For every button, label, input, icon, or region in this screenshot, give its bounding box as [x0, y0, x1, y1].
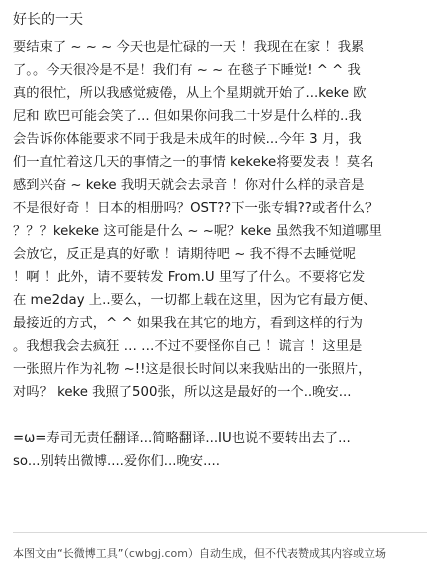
post-line: 一张照片作为礼物 ~!!这是很长时间以来我贴出的一张照片， [13, 362, 372, 377]
footer-prefix: 本图文由“长微博工具”（ [13, 547, 129, 560]
translator-note-line: =ω=寿司无责任翻译...简略翻译...IU也说不要转出去了... [13, 431, 351, 446]
footer-attribution [13, 546, 433, 562]
post-title: 好长的一天 [13, 12, 83, 28]
post-line: 尼和 欧巴可能会笑了... 但如果你问我二十岁是什么样的..我 [13, 109, 362, 124]
post-line: 不是很好奇 ！日本的相册吗？OST??下一张专辑??或者什么？ [13, 201, 379, 216]
post-line: ？？？kekeke 这可能是什么 ~ ~呢？keke 虽然我不知道哪里 [13, 224, 382, 239]
post-line: 会放它，反正是真的好歌 ！请期待吧 ~ 我不得不去睡觉呢 [13, 247, 356, 262]
translator-note-line: so...别转出微博....爱你们...晚安.... [13, 454, 220, 469]
post-line: ！啊 ！此外，请不要转发 From.U 里写了什么。不要将它发 [13, 270, 366, 285]
post-line: 在 me2day 上..要么，一切都上载在这里，因为它有最方便、 [13, 293, 377, 308]
footer-divider [13, 532, 427, 533]
post-line: 最接近的方式，^ ^ 如果我在其它的地方，看到这样的行为 [13, 316, 363, 331]
post-line: 们一直忙着这几天的事情之一的事情 kekeke将要发表 ！莫名 [13, 155, 374, 170]
footer-url: cwbgj.com [128, 547, 188, 560]
post-line: 要结束了 ~ ~ ~ 今天也是忙碌的一天 ！我现在在家 ！我累 [13, 40, 365, 55]
post-line: 了。。今天很冷是不是！我们有 ~ ~ 在毯子下睡觉! ^ ^ 我 [13, 63, 361, 78]
post-line: 对吗？ keke 我照了500张，所以这是最好的一个..晚安... [13, 385, 352, 400]
post-line: 会告诉你体能要求不同于我是未成年的时候...今年 3 月，我 [13, 132, 362, 147]
footer-suffix: ）自动生成，但不代表赞成其内容或立场 [187, 547, 386, 560]
post-line: 感到兴奋 ~ keke 我明天就会去录音 ！你对什么样的录音是 [13, 178, 365, 193]
post-line: 。我想我会去疯狂 … …不过不要怪你自己 ！谎言 ！这里是 [13, 339, 363, 354]
post-line: 真的很忙，所以我感觉疲倦，从上个星期就开始了...keke 欧 [13, 86, 367, 101]
